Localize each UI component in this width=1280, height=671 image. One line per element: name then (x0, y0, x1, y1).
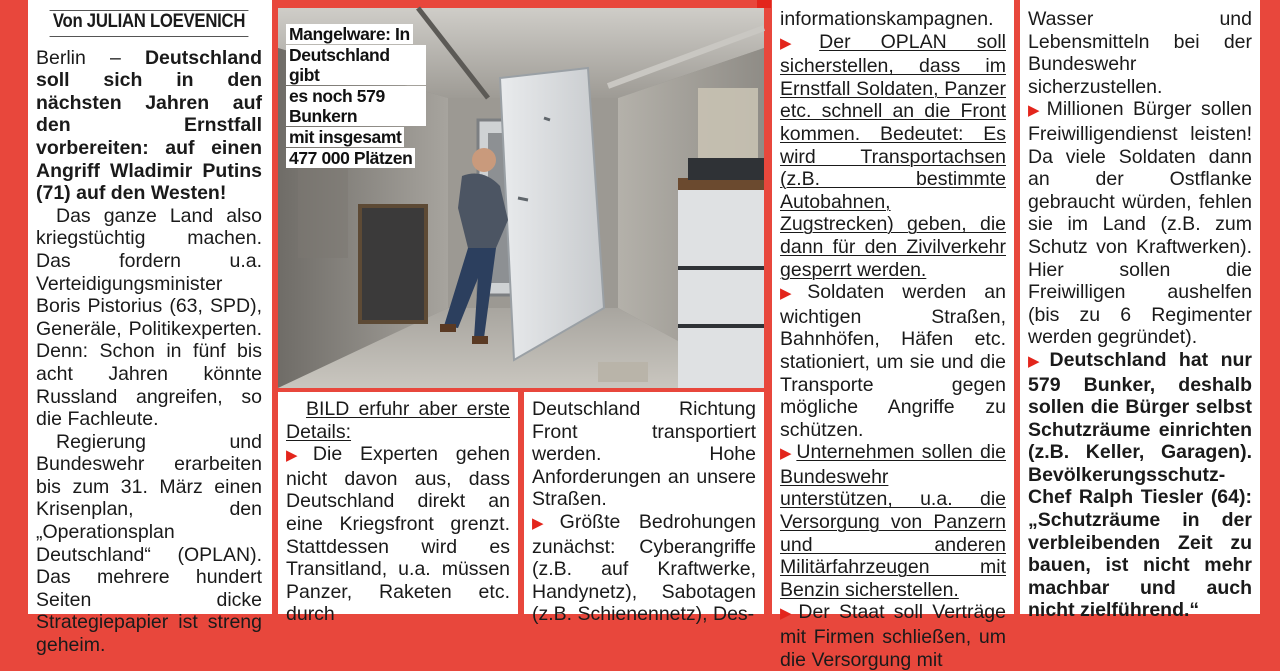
byline: Von JULIAN LOEVENICH (50, 10, 249, 37)
bullet-5-text: Unternehmen sollen die Bundeswehr unterstützen, u.a. die Versorgung von Panzern und anderen Militärfahrzeugen mit Benzin sicherstellen. (780, 441, 1006, 601)
bullet-6-text: Der Staat soll Verträge mit Firmen schließen, um die Versorgung mit (780, 601, 1006, 671)
bullet-triangle-icon: ▶ (1028, 102, 1044, 120)
lead-city: Berlin – (36, 46, 145, 69)
paragraph-2: Regierung und Bundeswehr erarbeiten bis zum 31. März einen Krisenplan, den „Operationsplan Deutschland“ (OPLAN). Das mehrere hundert Seiten dicke Strategiepapier ist streng geheim. (36, 430, 262, 657)
photo-caption (286, 24, 426, 169)
bullet-8 (1028, 349, 1252, 622)
bunker-photo (278, 8, 764, 388)
paragraph-continued: informationskampagnen. (780, 8, 994, 30)
bullet-4 (780, 281, 1006, 441)
bullet-2-text: Größte Bedrohungen zunächst: Cyberangriffe (z.B. auf Kraftwerke, Handynetz), Sabotagen (z.B. Schienennetz), Des- (532, 510, 756, 626)
article-column-5 (1028, 8, 1252, 622)
paragraph-continued: Wasser und Lebensmitteln bei der Bundeswehr sicherzustellen. (1028, 8, 1252, 98)
bullet-7-text: Millionen Bürger sollen Freiwilligendienst leisten! Da viele Soldaten dann an der Ostflanke gebraucht würden, fehlen sie im Land (z.B. zum Schutz von Kraftwerken). Hier sollen die Freiwilligen aushelfen (bis zu 6 Regimenter werden gegründet). (1028, 98, 1252, 349)
bullet-2 (532, 511, 756, 626)
caption-line: Mangelware: In (286, 24, 413, 44)
lead-bold-text: Deutschland soll sich in den nächsten Jahren auf den Ernstfall vorbereiten: auf einen Angriff Wladimir Putins (71) auf den Westen! (36, 46, 262, 205)
bullet-1-text: Die Experten gehen nicht davon aus, dass Deutschland direkt an eine Kriegsfront grenzt. Stattdessen wird es Transitland, u.a. müssen Panzer, Raketen etc. durch (286, 443, 510, 626)
bullet-triangle-icon: ▶ (1028, 352, 1047, 370)
bullet-8-text: Deutschland hat nur 579 Bunker, deshalb sollen die Bürger selbst Schutzräume einrichten (z.B. Keller, Garagen). Bevölkerungsschutz-Chef Ralph Tiesler (64): „Schutzräume in der verbleibenden Zeit zu bauen, ist nicht mehr machbar und auch nicht zielführend.“ (1028, 348, 1252, 622)
bullet-triangle-icon: ▶ (780, 34, 817, 52)
bullet-7 (1028, 98, 1252, 349)
bullet-4-text: Soldaten werden an wichtigen Straßen, Bahnhöfen, Häfen etc. stationiert, um sie und die Transporte gegen mögliche Angriffe zu schützen. (780, 281, 1006, 441)
bullet-triangle-icon: ▶ (780, 285, 805, 303)
paragraph-continued: Deutschland Richtung Front transportiert werden. Hohe Anforderungen an unsere Straßen. (532, 398, 756, 511)
red-corner-mark (757, 0, 771, 8)
caption-line: es noch 579 Bunkern (286, 86, 426, 126)
details-intro-text: BILD erfuhr aber erste Details: (286, 398, 510, 443)
article-column-1 (36, 10, 262, 657)
article-column-2 (286, 398, 510, 626)
bullet-1 (286, 443, 510, 626)
bullet-triangle-icon: ▶ (532, 514, 557, 532)
bullet-5 (780, 441, 1006, 601)
bullet-6 (780, 601, 1006, 671)
caption-line: Deutschland gibt (286, 45, 426, 85)
caption-line: mit insgesamt (286, 127, 404, 147)
article-column-3 (532, 398, 756, 626)
details-intro (286, 398, 510, 443)
article-column-4 (780, 8, 1006, 671)
bullet-3-text: Der OPLAN soll sicherstellen, dass im Ernstfall Soldaten, Panzer etc. schnell an die Front kommen. Bedeutet: Es wird Transportachsen (z.B. bestimmte Autobahnen, Zugstrecken) geben, die dann für den Zivilverkehr gesperrt werden. (780, 30, 1006, 281)
bullet-triangle-icon: ▶ (286, 447, 310, 465)
caption-line: 477 000 Plätzen (286, 148, 415, 168)
bullet-triangle-icon: ▶ (780, 605, 796, 623)
paragraph-1: Das ganze Land also kriegstüchtig machen. Das fordern u.a. Verteidigungsminister Boris Pistorius (63, SPD), Generäle, Politikexperten. Denn: Schon in fünf bis acht Jahren könnte Russland angreifen, so die Fachleute. (36, 204, 262, 431)
bullet-3 (780, 31, 1006, 282)
bullet-triangle-icon: ▶ (780, 445, 794, 463)
lead-paragraph (36, 47, 262, 205)
